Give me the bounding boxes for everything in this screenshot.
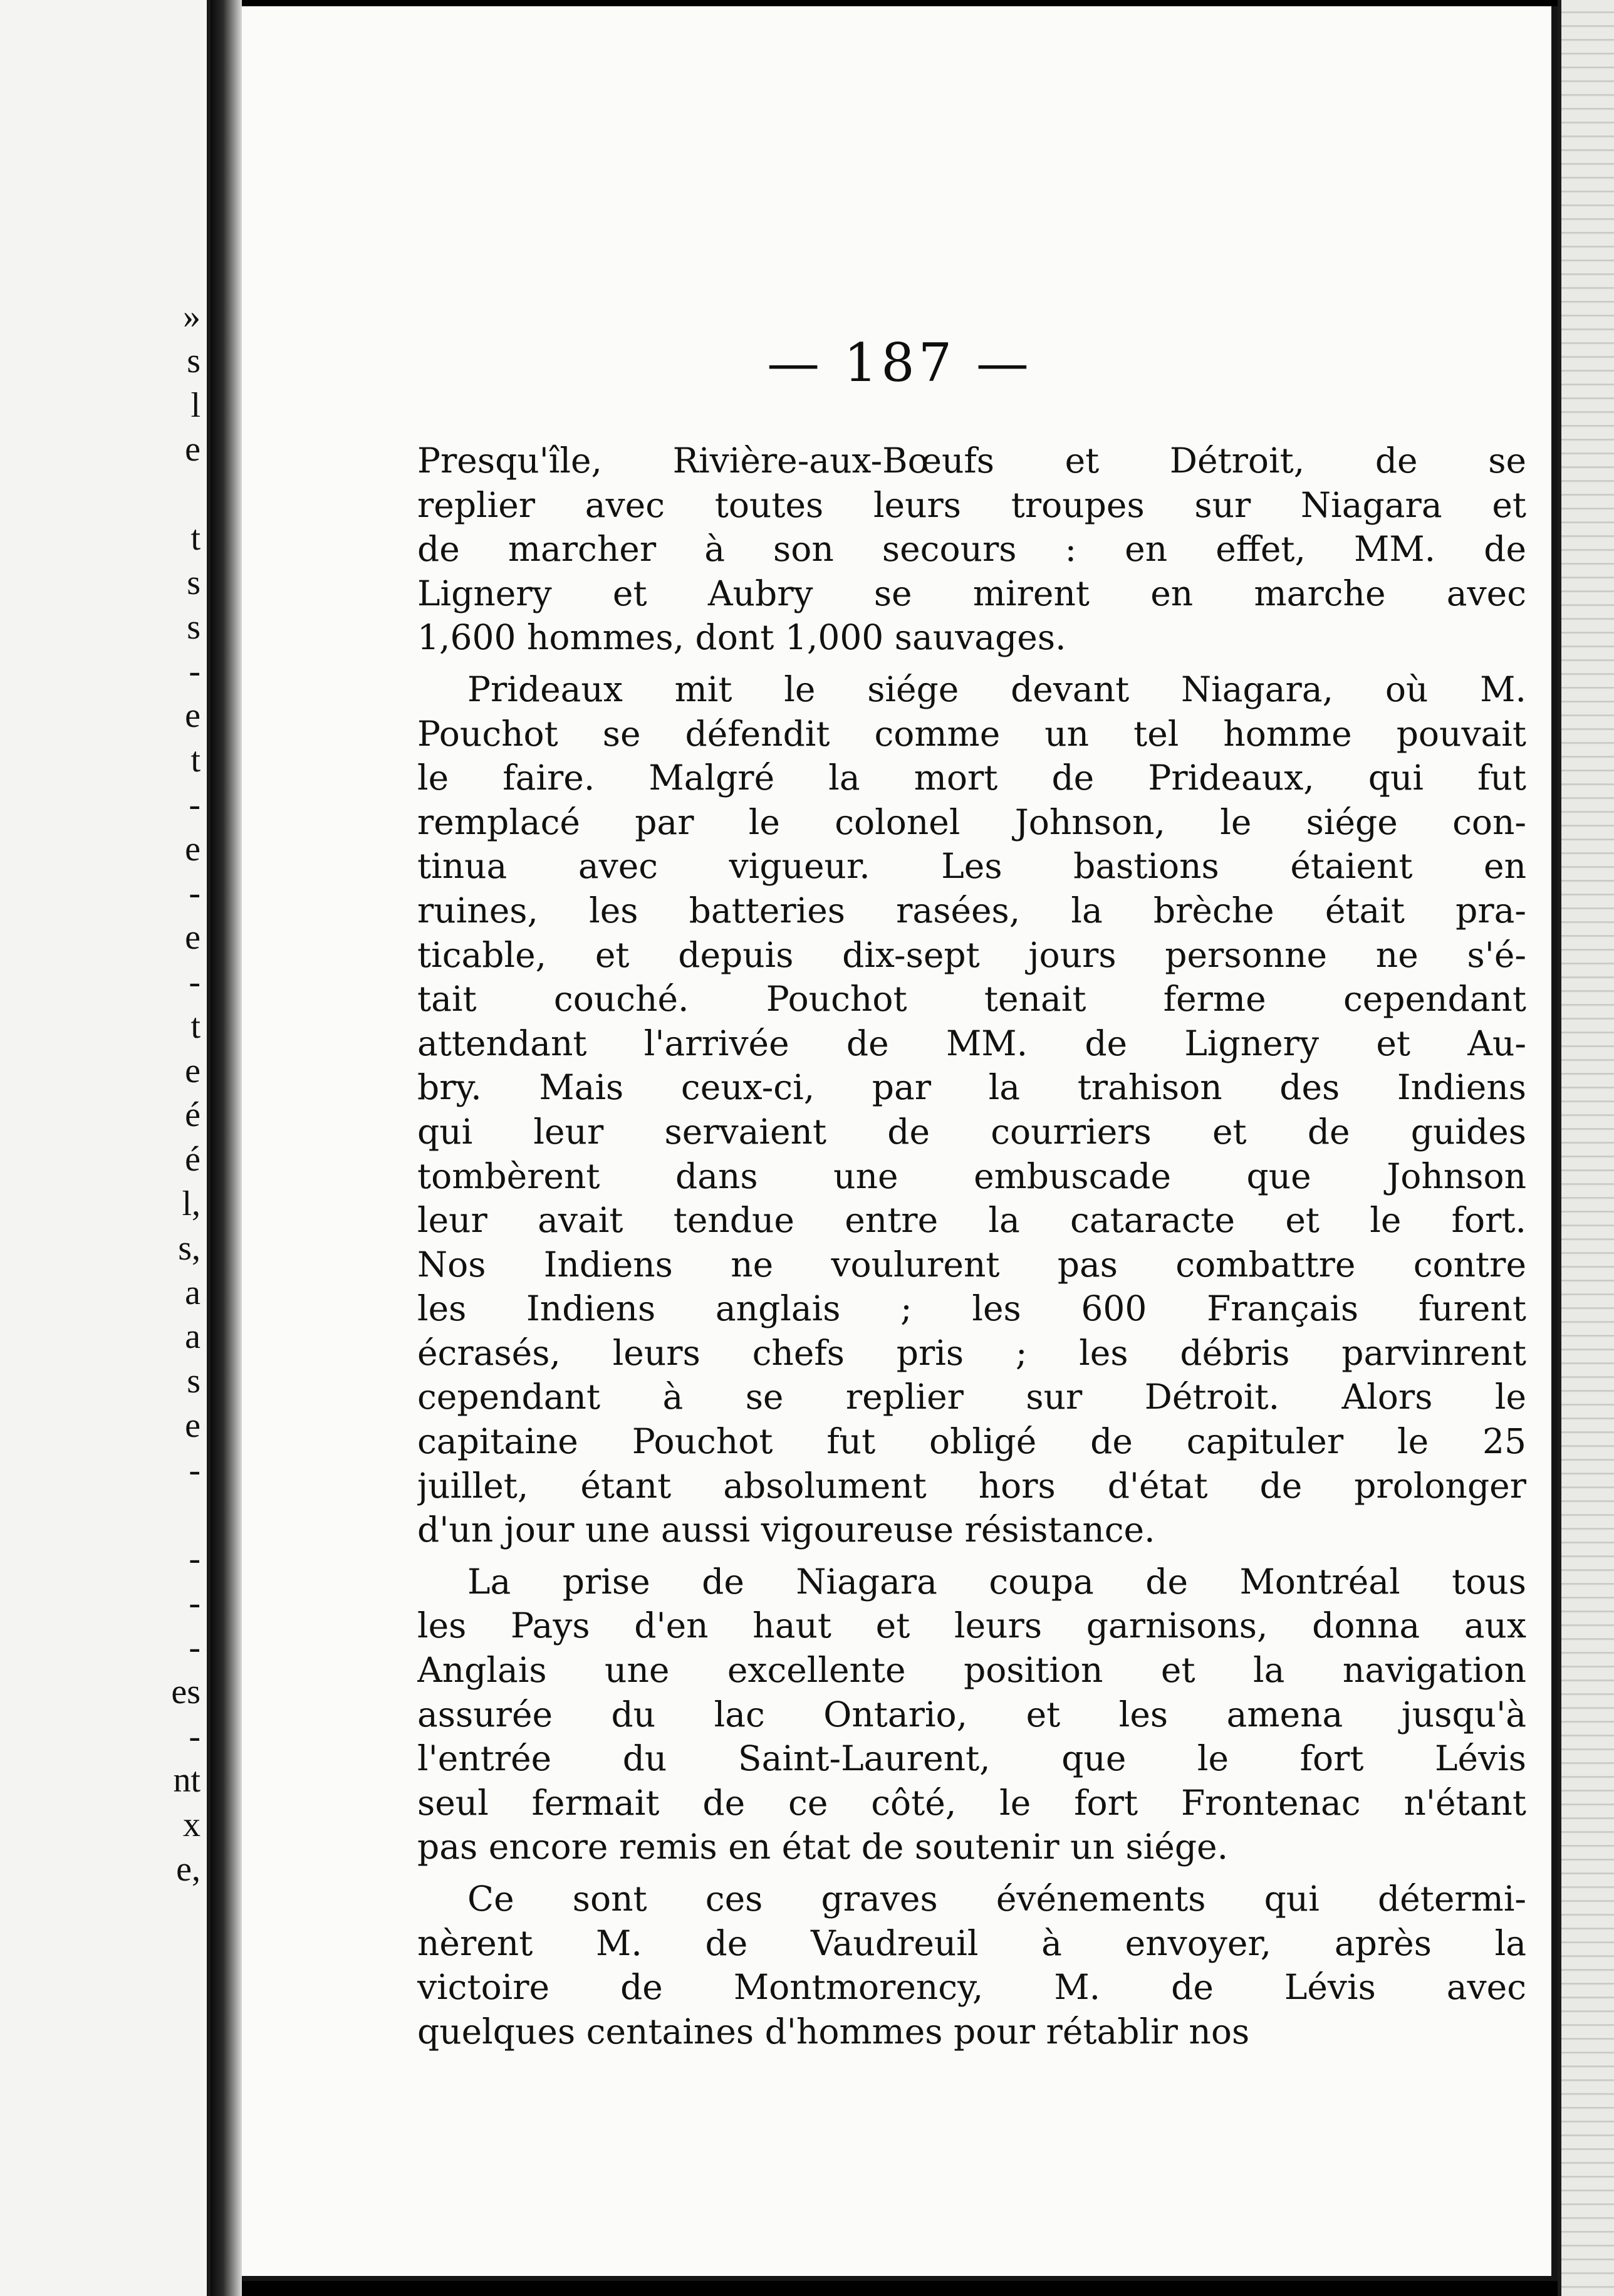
text-line: La prise de Niagara coupa de Montréal tous xyxy=(467,1561,1526,1602)
previous-page-fragment: t xyxy=(190,740,200,780)
text-line: ruines, les batteries rasées, la brèche était pra- xyxy=(417,890,1526,931)
text-line: Presqu'île, Rivière-aux-Bœufs et Détroit, de se xyxy=(417,441,1526,481)
text-line: tait couché. Pouchot tenait ferme cependant xyxy=(417,979,1526,1020)
text-line: ticable, et depuis dix-sept jours personne ne s'é- xyxy=(417,934,1526,975)
previous-page-fragment: s xyxy=(187,563,200,602)
text-line: leur avait tendue entre la cataracte et le fort. xyxy=(417,1200,1526,1241)
previous-page-fragment: - xyxy=(189,652,200,691)
previous-page-fragment: t xyxy=(190,1006,200,1046)
previous-page-fragment: a xyxy=(185,1317,200,1357)
text-line: cependant à se replier sur Détroit. Alors le xyxy=(417,1377,1526,1417)
text-line: victoire de Montmorency, M. de Lévis avec xyxy=(417,1967,1526,2008)
text-line: remplacé par le colonel Johnson, le siége con- xyxy=(417,801,1526,842)
previous-page-fragment: e xyxy=(185,696,200,736)
text-line: 1,600 hommes, dont 1,000 sauvages. xyxy=(417,617,1066,658)
text-line: les Indiens anglais ; les 600 Français furent xyxy=(417,1288,1526,1329)
previous-page-fragment: e, xyxy=(176,1849,200,1889)
paragraph xyxy=(417,667,1526,1552)
previous-page-edge xyxy=(0,0,211,2296)
previous-page-fragment: es xyxy=(171,1672,200,1711)
text-line: nèrent M. de Vaudreuil à envoyer, après la xyxy=(417,1923,1526,1963)
book-page xyxy=(242,6,1558,2281)
paragraph xyxy=(417,1877,1526,2053)
text-line: attendant l'arrivée de MM. de Lignery et Au- xyxy=(417,1023,1526,1063)
text-line: Prideaux mit le siége devant Niagara, où M. xyxy=(467,669,1526,709)
text-line: replier avec toutes leurs troupes sur Niagara et xyxy=(417,484,1526,525)
previous-page-fragment: - xyxy=(189,962,200,1001)
paragraph-gap xyxy=(417,660,1526,667)
text-line: pas encore remis en état de soutenir un siége. xyxy=(417,1827,1229,1867)
paragraph-gap xyxy=(417,1869,1526,1877)
text-line: Nos Indiens ne voulurent pas combattre contre xyxy=(417,1244,1526,1285)
paragraph-gap xyxy=(417,1552,1526,1560)
text-line: de marcher à son secours : en effet, MM. de xyxy=(417,529,1526,570)
previous-page-fragment: é xyxy=(185,1140,200,1179)
previous-page-fragment: l xyxy=(190,385,200,425)
text-line: Anglais une excellente position et la navigation xyxy=(417,1650,1526,1691)
text-line: capitaine Pouchot fut obligé de capituler le 25 xyxy=(417,1421,1526,1462)
previous-page-fragment: s xyxy=(187,1362,200,1401)
text-line: qui leur servaient de courriers et de guides xyxy=(417,1111,1526,1152)
previous-page-fragment: e xyxy=(185,918,200,958)
previous-page-fragment: e xyxy=(185,829,200,869)
text-line: tombèrent dans une embuscade que Johnson xyxy=(417,1156,1526,1196)
previous-page-fragment: - xyxy=(189,1584,200,1623)
previous-page-fragment: x xyxy=(183,1805,200,1845)
previous-page-fragment: a xyxy=(185,1273,200,1312)
text-line: l'entrée du Saint-Laurent, que le fort Lévis xyxy=(417,1738,1526,1779)
text-line: écrasés, leurs chefs pris ; les débris parvinrent xyxy=(417,1332,1526,1373)
paragraph xyxy=(417,1560,1526,1869)
text-line: d'un jour une aussi vigoureuse résistance. xyxy=(417,1510,1155,1550)
previous-page-fragment: e xyxy=(185,1406,200,1445)
previous-page-fragment: - xyxy=(189,785,200,824)
previous-page-fragment: é xyxy=(185,1095,200,1135)
previous-page-fragment: e xyxy=(185,1051,200,1090)
previous-page-fragment: s, xyxy=(178,1228,200,1268)
previous-page-fragment xyxy=(0,1493,207,1537)
previous-page-fragment: s xyxy=(187,607,200,647)
text-line: le faire. Malgré la mort de Prideaux, qui fut xyxy=(417,758,1526,798)
previous-page-fragment: - xyxy=(189,874,200,913)
previous-page-fragment: s xyxy=(187,341,200,380)
previous-page-fragment: » xyxy=(183,297,200,336)
page-stack-edge xyxy=(1558,0,1614,2296)
text-line: tinua avec vigueur. Les bastions étaient en xyxy=(417,846,1526,887)
page-body-text xyxy=(417,439,1526,2053)
text-line: Pouchot se défendit comme un tel homme pouvait xyxy=(417,713,1526,754)
previous-page-fragment xyxy=(0,472,207,516)
previous-page-fragment: e xyxy=(185,430,200,469)
previous-page-fragment: - xyxy=(189,1450,200,1490)
text-line: les Pays d'en haut et leurs garnisons, donna aux xyxy=(417,1605,1526,1646)
previous-page-line-endings xyxy=(0,295,207,1892)
text-line: seul fermait de ce côté, le fort Frontenac n'étant xyxy=(417,1782,1526,1823)
text-line: assurée du lac Ontario, et les amena jusqu'à xyxy=(417,1694,1526,1735)
book-gutter xyxy=(211,0,242,2296)
page-number: — 187 — xyxy=(767,332,1033,394)
previous-page-fragment: nt xyxy=(173,1761,200,1800)
previous-page-fragment: t xyxy=(190,518,200,558)
text-line: Ce sont ces graves événements qui détermi- xyxy=(467,1879,1526,1919)
previous-page-fragment: - xyxy=(189,1627,200,1667)
paragraph xyxy=(417,439,1526,660)
text-line: quelques centaines d'hommes pour rétablir nos xyxy=(417,2011,1250,2052)
previous-page-fragment: - xyxy=(189,1539,200,1578)
previous-page-fragment: - xyxy=(189,1716,200,1756)
text-line: Lignery et Aubry se mirent en marche avec xyxy=(417,573,1526,613)
previous-page-fragment: l, xyxy=(182,1184,200,1223)
text-line: bry. Mais ceux-ci, par la trahison des Indiens xyxy=(417,1067,1526,1108)
text-line: juillet, étant absolument hors d'état de prolonger xyxy=(417,1465,1526,1506)
